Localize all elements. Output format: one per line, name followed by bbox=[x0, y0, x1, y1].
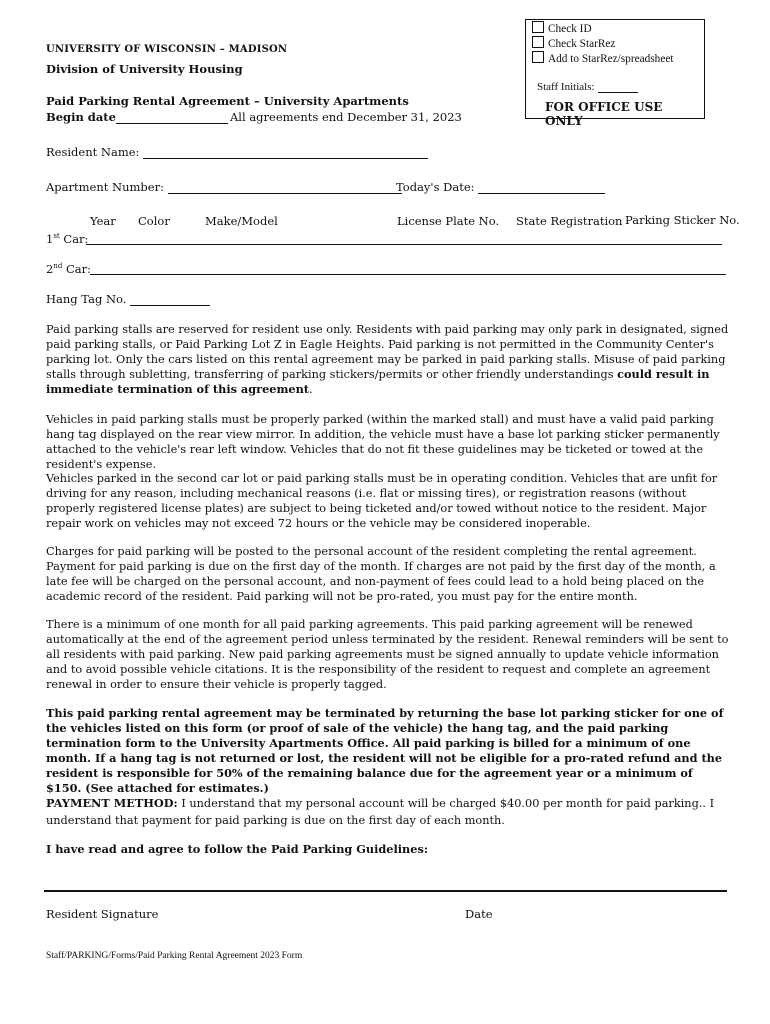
apartment-number-field bbox=[46, 180, 402, 194]
col-parking-sticker: Parking Sticker No. bbox=[625, 213, 740, 227]
col-color: Color bbox=[138, 214, 170, 228]
todays-date-field bbox=[396, 180, 605, 194]
paragraph-proper-parking: Vehicles in paid parking stalls must be properly parked (within the marked stall) and must have a valid paid parking hang tag displayed on the rear view mirror. In addition, the vehicle must have a base lot parking sticker permanently attached to the vehicle's rear left window. Vehicles that do not fit these guidelines may be ticketed or towed at the resident's expense. bbox=[46, 413, 720, 471]
col-state-registration: State Registration bbox=[516, 214, 623, 228]
termination-warning: could result in immediate termination of this agreement bbox=[46, 367, 710, 396]
car2-label: 2nd Car: bbox=[46, 262, 92, 276]
paragraph-charges: Charges for paid parking will be posted to the personal account of the resident completing the rental agreement. Payment for paid parking is due on the first day of the month. If charges are not paid by the first day of the month, a late fee will be charged on the personal account, and non-payment of fees could lead to a hold being placed on the academic record of the resident. Paid parking will not be pro-rated, you must pay for the entire month. bbox=[46, 545, 716, 603]
apartment-number-label: Apartment Number: bbox=[46, 180, 164, 194]
check-starrez-checkbox[interactable] bbox=[532, 36, 544, 48]
hang-tag-line[interactable] bbox=[130, 293, 210, 306]
resident-signature-label: Resident Signature bbox=[46, 907, 159, 921]
hang-tag-field bbox=[46, 292, 210, 306]
university-name: UNIVERSITY OF WISCONSIN – MADISON bbox=[46, 44, 288, 55]
resident-name-line[interactable] bbox=[143, 146, 428, 159]
begin-date-line[interactable] bbox=[116, 111, 228, 124]
office-use-box bbox=[525, 19, 705, 128]
form-footer: Staff/PARKING/Forms/Paid Parking Rental Agreement 2023 Form bbox=[46, 951, 303, 961]
add-starrez-label: Add to StarRez/spreadsheet bbox=[548, 53, 674, 65]
begin-date-label: Begin date bbox=[46, 110, 116, 124]
paragraph-termination: This paid parking rental agreement may be terminated by returning the base lot parking sticker for one of the vehicles listed on this form (or proof of sale of the vehicle) the hang tag, and the paid parking termination form to the University Apartments Office. All paid parking is billed for a minimum of one month. If a hang tag is not returned or lost, the resident will not be eligible for a pro-rated refund and the resident is responsible for 50% of the remaining balance due for the agreement year or a minimum of $150. (See attached for estimates.) bbox=[46, 706, 724, 795]
apartment-number-line[interactable] bbox=[168, 181, 402, 194]
add-starrez-checkbox[interactable] bbox=[532, 51, 544, 63]
payment-method-text: I understand that my personal account will be charged $40.00 per month for paid parking.. I understand that payment for paid parking is due on the first day of each month. bbox=[46, 797, 715, 827]
staff-initials-line[interactable] bbox=[598, 82, 638, 93]
paragraph-renewal: There is a minimum of one month for all paid parking agreements. This paid parking agreement will be renewed automatically at the end of the agreement period unless terminated by the resident. Renewal reminders will be sent to all residents with paid parking. New paid parking agreements must be signed annually to update vehicle information and to avoid possible vehicle citations. It is the responsibility of the resident to request and complete an agreement renewal in order to ensure their vehicle is properly tagged. bbox=[46, 618, 729, 691]
check-id-label: Check ID bbox=[548, 23, 592, 35]
resident-name-label: Resident Name: bbox=[46, 145, 140, 159]
car2-line[interactable] bbox=[90, 274, 726, 275]
office-use-label: FOR OFFICE USE ONLY bbox=[545, 100, 663, 128]
signature-date-label: Date bbox=[465, 907, 493, 921]
begin-date bbox=[46, 110, 228, 124]
paragraph-reserved-stalls bbox=[46, 322, 730, 397]
check-id-row[interactable] bbox=[532, 21, 592, 36]
car2-field bbox=[46, 262, 91, 276]
agreement-end-note: All agreements end December 31, 2023 bbox=[230, 110, 462, 124]
agreement-statement: I have read and agree to follow the Paid Parking Guidelines: bbox=[46, 842, 428, 856]
car1-field bbox=[46, 232, 88, 246]
resident-name-field bbox=[46, 145, 428, 159]
car1-line[interactable] bbox=[86, 244, 722, 245]
payment-method-label: PAYMENT METHOD: bbox=[46, 796, 178, 810]
check-starrez-label: Check StarRez bbox=[548, 38, 616, 50]
staff-initials-label: Staff Initials: bbox=[537, 81, 595, 93]
col-make-model: Make/Model bbox=[205, 214, 278, 228]
check-id-checkbox[interactable] bbox=[532, 21, 544, 33]
add-starrez-row[interactable] bbox=[532, 51, 674, 66]
paragraph-reserved-stalls-end: . bbox=[309, 383, 313, 396]
paragraph-payment-method bbox=[46, 795, 730, 829]
division-name: Division of University Housing bbox=[46, 62, 243, 76]
signature-line[interactable] bbox=[44, 890, 727, 892]
check-starrez-row[interactable] bbox=[532, 36, 615, 51]
form-title: Paid Parking Rental Agreement – University Apartments bbox=[46, 94, 409, 108]
paragraph-operating-condition: Vehicles parked in the second car lot or paid parking stalls must be in operating condition. Vehicles that are unfit for driving for any reason, including mechanical reasons (i.e. flat or missing tires), or registration reasons (without properly registered license plates) are subject to being ticketed and/or towed without notice to the resident. Major repair work on vehicles may not exceed 72 hours or the vehicle may be considered inoperable. bbox=[46, 472, 718, 530]
todays-date-line[interactable] bbox=[478, 181, 605, 194]
col-license-plate: License Plate No. bbox=[397, 214, 500, 228]
todays-date-label: Today's Date: bbox=[396, 180, 475, 194]
staff-initials bbox=[537, 81, 638, 93]
paragraph-reserved-stalls-text: Paid parking stalls are reserved for resident use only. Residents with paid parking may only park in designated, signed paid parking stalls, or Paid Parking Lot Z in Eagle Heights. Paid parking is not permitted in the Community Center's parking lot. Only the cars listed on this rental agreement may be parked in paid parking stalls. Misuse of paid parking stalls through subletting, transferring of parking stickers/permits or other friendly understandings bbox=[46, 323, 729, 381]
hang-tag-label: Hang Tag No. bbox=[46, 292, 127, 306]
car1-label: 1st Car: bbox=[46, 232, 89, 246]
col-year: Year bbox=[90, 214, 116, 228]
